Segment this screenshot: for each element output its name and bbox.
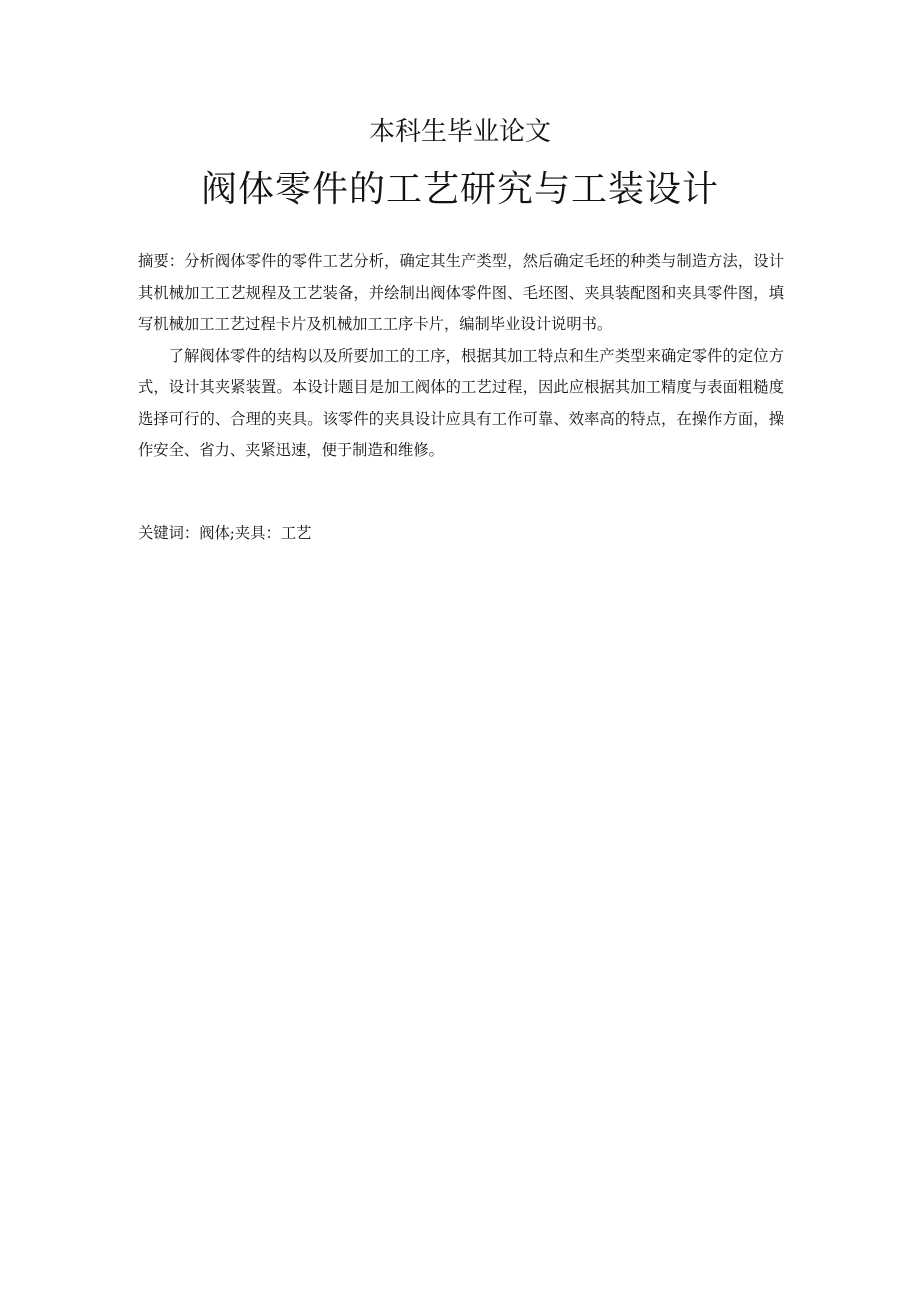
abstract-paragraph-1: 摘要：分析阀体零件的零件工艺分析，确定其生产类型，然后确定毛坯的种类与制造方法，设计其机械加工工艺规程及工艺装备，并绘制出阀体零件图、毛坯图、夹具装配图和夹具零件图，填写机械加工工艺过程卡片及机械加工工序卡片，编制毕业设计说明书。 [138,252,784,333]
document-type-heading: 本科生毕业论文 [368,117,551,147]
abstract-paragraph-2: 了解阀体零件的结构以及所要加工的工序，根据其加工特点和生产类型来确定零件的定位方式，设计其夹紧装置。本设计题目是加工阀体的工艺过程，因此应根据其加工精度与表面粗糙度选择可行的、合理的夹具。该零件的夹具设计应具有工作可靠、效率高的特点，在操作方面，操作安全、省力、夹紧迅速，便于制造和维修。 [138,346,784,459]
document-title: 阀体零件的工艺研究与工装设计 [200,169,719,210]
abstract-section [138,246,784,467]
keywords-line: 关键词：阀体;夹具：工艺 [138,524,312,542]
title-block [0,112,920,218]
